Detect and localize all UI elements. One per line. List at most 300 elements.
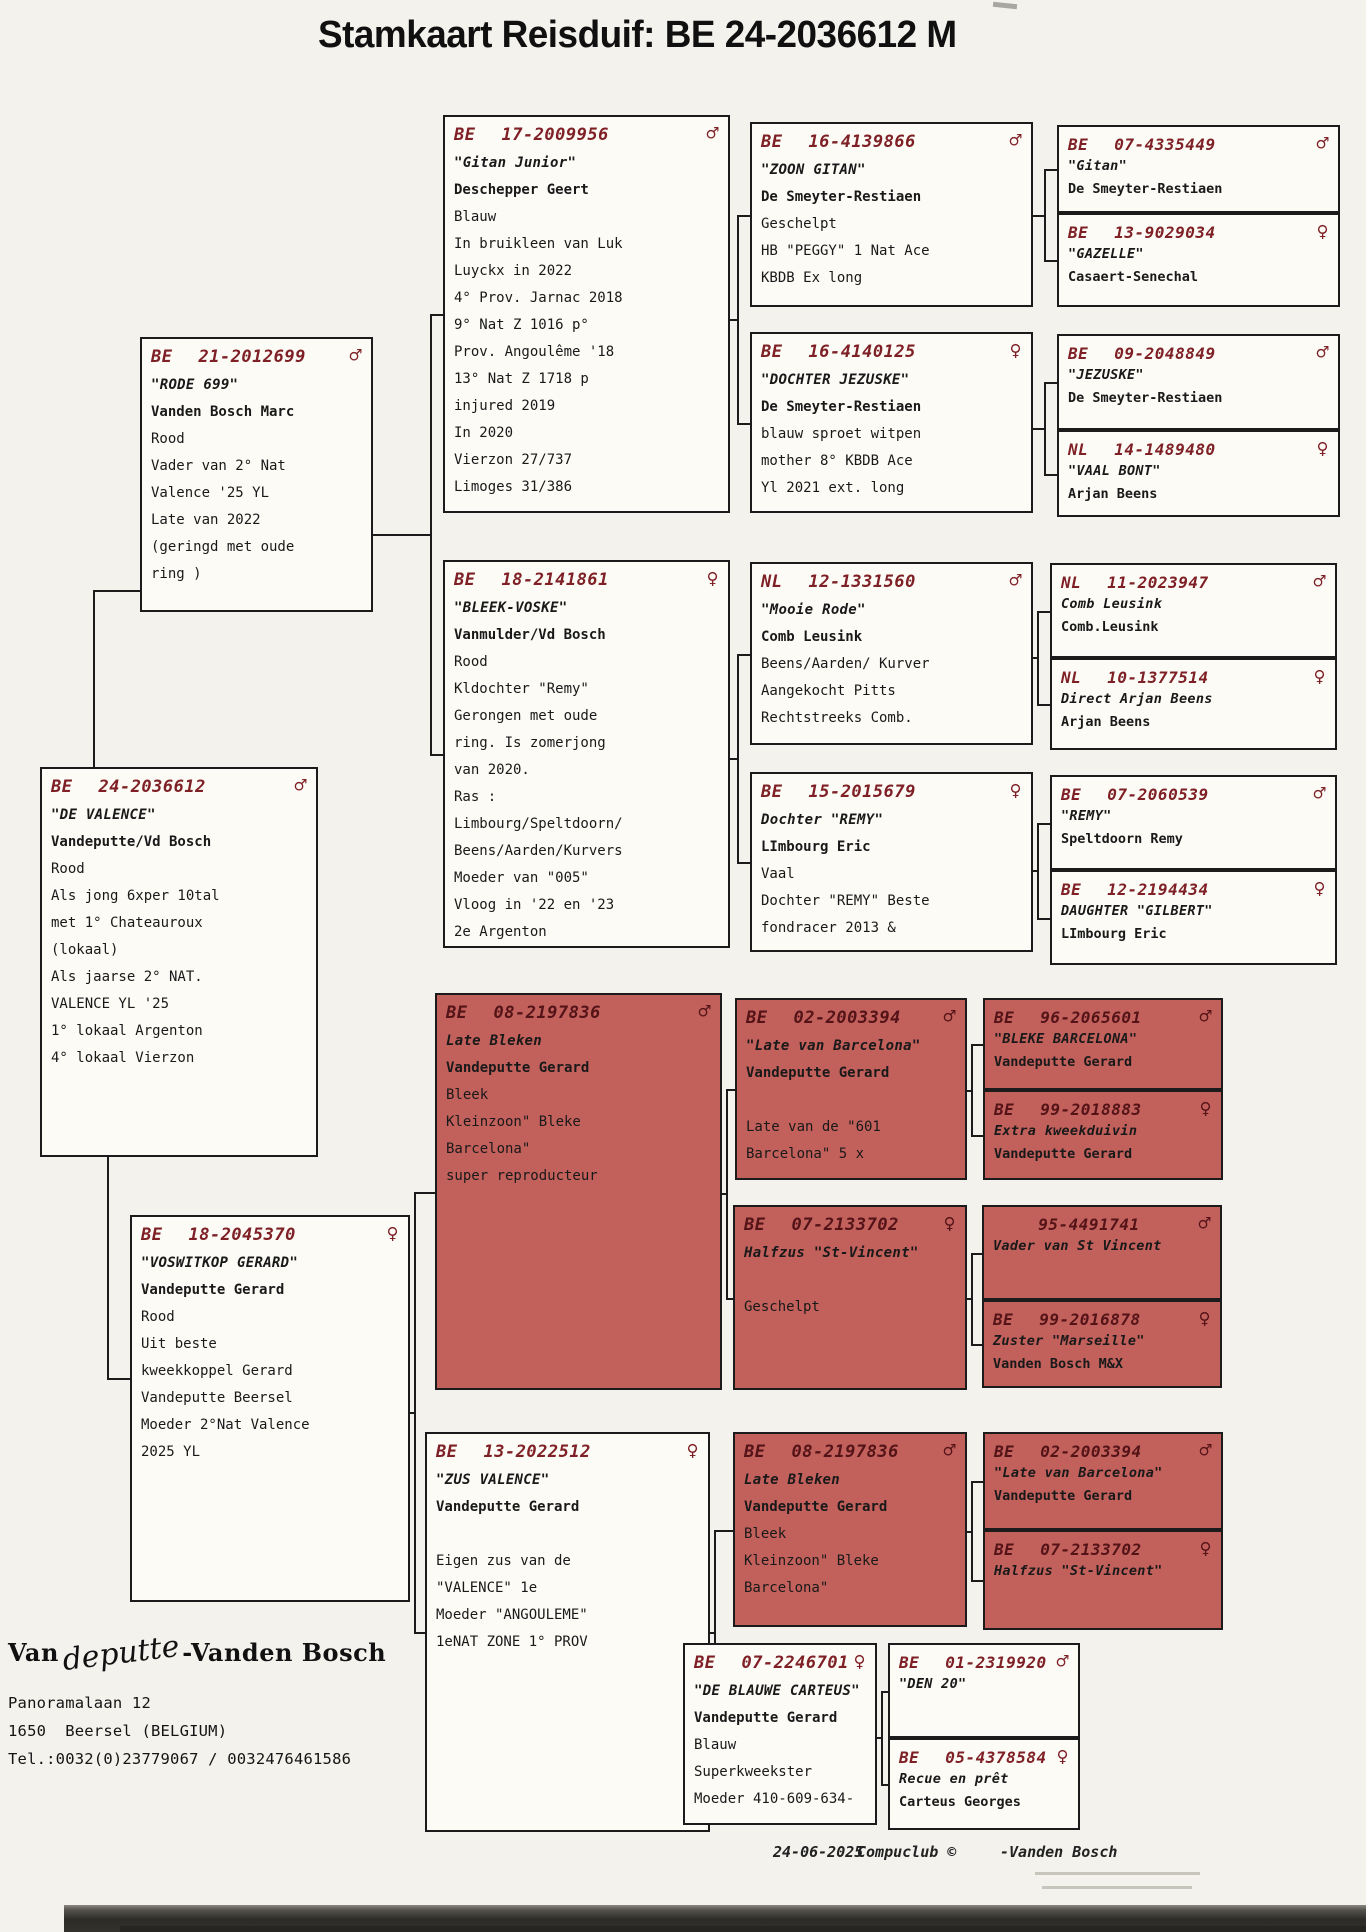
ring-header xyxy=(744,1213,956,1235)
ring-number: 07-4335449 xyxy=(1114,135,1216,154)
ring-header xyxy=(899,1651,1069,1672)
pedigree-box-g3-vaal-bont xyxy=(1057,430,1340,517)
ring-header xyxy=(454,568,719,590)
ring-country-code: NL xyxy=(1061,573,1082,592)
detail-line: "VALENCE" 1e xyxy=(436,1580,538,1596)
pigeon-name-line: Vanmulder/Vd Bosch xyxy=(454,627,606,643)
pigeon-name-line: DAUGHTER "GILBERT" xyxy=(1061,903,1213,919)
female-icon: ♀ xyxy=(386,1221,399,1245)
female-icon: ♀ xyxy=(1316,436,1329,460)
ring-header xyxy=(454,123,719,145)
pedigree-box-ggf-zoon-gitan xyxy=(750,122,1033,307)
pigeon-name-line: "Gitan Junior" xyxy=(454,155,577,171)
female-icon: ♀ xyxy=(1316,219,1329,243)
pigeon-name-line: Vandeputte Gerard xyxy=(744,1499,888,1515)
pedigree-connector-line xyxy=(107,1155,109,1380)
pedigree-connector-line xyxy=(967,1531,973,1533)
pedigree-box-g3-halfzus-st-vincent-2 xyxy=(983,1530,1223,1630)
pigeon-name-line: Late Bleken xyxy=(446,1033,543,1049)
ring-country-code: BE xyxy=(454,125,476,145)
ring-header xyxy=(761,130,1022,152)
male-icon: ♂ xyxy=(1316,131,1329,155)
pedigree-connector-line xyxy=(373,534,432,536)
ring-number: 18-2141861 xyxy=(501,570,609,590)
pigeon-name-line: "Mooie Rode" xyxy=(761,602,866,618)
ring-number: 05-4378584 xyxy=(945,1748,1047,1767)
ring-country-code: NL xyxy=(1068,440,1089,459)
detail-line: Rood xyxy=(151,431,185,447)
ring-country-code: BE xyxy=(51,777,73,797)
pigeon-name-line: Speltdoorn Remy xyxy=(1061,831,1183,847)
pedigree-connector-line xyxy=(93,590,95,771)
pedigree-connector-line xyxy=(1033,870,1039,872)
address-street: Panoramalaan 12 xyxy=(8,1694,151,1712)
pedigree-box-g3-bleke-barcelona xyxy=(983,998,1223,1090)
ring-number: 21-2012699 xyxy=(198,347,306,367)
male-icon: ♂ xyxy=(349,343,362,367)
pedigree-box-g3-daughter-gilbert xyxy=(1050,870,1337,965)
ring-number: 17-2009956 xyxy=(501,125,609,145)
signature-smudge xyxy=(1042,1886,1192,1889)
detail-line: Vandeputte Beersel xyxy=(141,1390,293,1406)
detail-line: Barcelona" xyxy=(446,1141,531,1157)
ring-country-code: BE xyxy=(454,570,476,590)
ring-number: 14-1489480 xyxy=(1114,440,1216,459)
male-icon: ♂ xyxy=(1199,1438,1212,1462)
female-icon: ♀ xyxy=(1198,1306,1211,1330)
pedigree-connector-line xyxy=(714,1530,735,1532)
pedigree-connector-line xyxy=(967,1090,973,1092)
pedigree-connector-line xyxy=(410,1412,416,1414)
detail-line: fondracer 2013 & xyxy=(761,920,896,936)
ring-header xyxy=(1061,783,1326,804)
pigeon-name-line: Comb.Leusink xyxy=(1061,619,1159,635)
pigeon-name-line: Late Bleken xyxy=(744,1472,841,1488)
pigeon-name-line: Vandeputte Gerard xyxy=(141,1282,285,1298)
pedigree-connector-line xyxy=(1033,215,1046,217)
detail-line: 4° Prov. Jarnac 2018 xyxy=(454,290,623,306)
detail-line: Barcelona" 5 x xyxy=(746,1146,865,1162)
pedigree-box-gm-mat-zus-valence xyxy=(425,1432,710,1832)
detail-line: KBDB Ex long xyxy=(761,270,863,286)
detail-line: Moeder "ANGOULEME" xyxy=(436,1607,588,1623)
detail-line: (lokaal) xyxy=(51,942,119,958)
male-icon: ♂ xyxy=(943,1004,956,1028)
ring-number: 02-2003394 xyxy=(793,1008,901,1028)
pedigree-box-g3-zuster-marseille xyxy=(982,1300,1222,1388)
female-icon: ♀ xyxy=(1056,1744,1069,1768)
pigeon-name-line: "BLEEK-VOSKE" xyxy=(454,600,568,616)
detail-line xyxy=(744,1267,956,1294)
pedigree-box-father-rode-699 xyxy=(140,337,373,612)
pigeon-name-line: "BLEKE BARCELONA" xyxy=(994,1031,1138,1047)
pedigree-box-ggf-late-van-barcelona xyxy=(735,998,967,1180)
detail-line: 4° lokaal Vierzon xyxy=(51,1050,195,1066)
ring-header xyxy=(1068,133,1329,154)
pigeon-name-line: Carteus Georges xyxy=(899,1794,1021,1810)
detail-line: injured 2019 xyxy=(454,398,556,414)
pigeon-name-line: De Smeyter-Restiaen xyxy=(1068,181,1223,197)
ring-number: 24-2036612 xyxy=(98,777,206,797)
ring-number: 16-4139866 xyxy=(808,132,916,152)
ring-header xyxy=(51,775,307,797)
pedigree-box-gm-pat-bleek-voske xyxy=(443,560,730,948)
male-icon: ♂ xyxy=(1009,568,1022,592)
detail-line: Valence '25 YL xyxy=(151,485,270,501)
ring-number: 08-2197836 xyxy=(493,1003,601,1023)
ring-header xyxy=(1061,878,1326,899)
ring-header xyxy=(993,1308,1211,1329)
pedigree-connector-line xyxy=(722,1193,728,1195)
ring-header xyxy=(151,345,362,367)
pigeon-name-line: "VOSWITKOP GERARD" xyxy=(141,1255,299,1271)
ring-country-code: BE xyxy=(151,347,173,367)
pedigree-box-ggm-dochter-remy xyxy=(750,772,1033,952)
ring-number: 96-2065601 xyxy=(1040,1008,1142,1027)
owner-name xyxy=(8,1628,387,1679)
male-icon: ♂ xyxy=(1313,569,1326,593)
pedigree-box-g3-recue-en-pret xyxy=(888,1738,1080,1830)
pigeon-name-line: "ZOON GITAN" xyxy=(761,162,866,178)
detail-line: 2e Argenton xyxy=(454,924,547,940)
pigeon-name-line: LImbourg Eric xyxy=(761,839,871,855)
ring-number: 13-9029034 xyxy=(1114,223,1216,242)
pigeon-name-line: Halfzus "St-Vincent" xyxy=(994,1563,1163,1579)
ring-country-code: BE xyxy=(446,1003,468,1023)
ring-country-code: BE xyxy=(744,1215,766,1235)
detail-line: Vloog in '22 en '23 xyxy=(454,897,615,913)
pigeon-name-line: Vandeputte Gerard xyxy=(994,1488,1133,1504)
detail-line: Kleinzoon" Bleke xyxy=(446,1114,581,1130)
detail-line: Bleek xyxy=(446,1087,489,1103)
ring-country-code: BE xyxy=(899,1653,920,1672)
detail-line: Moeder 2°Nat Valence xyxy=(141,1417,310,1433)
detail-line: Blauw xyxy=(454,209,497,225)
pedigree-box-gf-pat-gitan-junior xyxy=(443,115,730,513)
ring-country-code: BE xyxy=(436,1442,458,1462)
pedigree-box-ggm-blauwe-carteus xyxy=(683,1643,877,1825)
pigeon-name-line: "DE BLAUWE CARTEUS" xyxy=(694,1683,860,1699)
detail-line: Geschelpt xyxy=(761,216,837,232)
pedigree-box-ggf-late-bleken-2 xyxy=(733,1432,967,1627)
female-icon: ♀ xyxy=(686,1438,699,1462)
pigeon-name-line: "VAAL BONT" xyxy=(1068,463,1161,479)
ring-number: 01-2319920 xyxy=(945,1653,1047,1672)
pigeon-name-line: Comb Leusink xyxy=(1061,596,1163,612)
ring-header xyxy=(994,1440,1212,1461)
ring-header xyxy=(1068,438,1329,459)
pedigree-connector-line xyxy=(730,319,739,321)
print-date: 24-06-2025 xyxy=(773,1843,864,1861)
pedigree-box-g3-den-20 xyxy=(888,1643,1080,1738)
detail-line: In 2020 xyxy=(454,425,514,441)
detail-line: Vader van 2° Nat xyxy=(151,458,286,474)
pigeon-name-line: De Smeyter-Restiaen xyxy=(1068,390,1223,406)
ring-country-code: BE xyxy=(1068,135,1089,154)
pigeon-name-line: "Late van Barcelona" xyxy=(746,1038,921,1054)
ring-header xyxy=(1061,666,1326,687)
detail-line: Geschelpt xyxy=(744,1299,820,1315)
pigeon-name-line: "REMY" xyxy=(1061,808,1112,824)
ring-country-code: BE xyxy=(994,1442,1015,1461)
ring-header xyxy=(899,1746,1069,1767)
ring-header xyxy=(1068,342,1329,363)
detail-line xyxy=(746,1087,956,1114)
detail-line: Blauw xyxy=(694,1737,737,1753)
pedigree-box-g3-vader-st-vincent xyxy=(982,1205,1222,1300)
detail-line: Beens/Aarden/Kurvers xyxy=(454,843,623,859)
detail-line: super reproducteur xyxy=(446,1168,598,1184)
ring-country-code: BE xyxy=(1061,785,1082,804)
ring-header xyxy=(436,1440,699,1462)
pigeon-name-line: "RODE 699" xyxy=(151,377,239,393)
ring-header xyxy=(141,1223,399,1245)
pigeon-name-line: Vandeputte Gerard xyxy=(994,1146,1133,1162)
detail-line: Kldochter "Remy" xyxy=(454,681,589,697)
detail-line: Beens/Aarden/ Kurver xyxy=(761,656,930,672)
detail-line: Rood xyxy=(454,654,488,670)
pigeon-name-line: Halfzus "St-Vincent" xyxy=(744,1245,919,1261)
printed-signature: -Vanden Bosch xyxy=(1000,1843,1118,1861)
detail-line: Bleek xyxy=(744,1526,787,1542)
male-icon: ♂ xyxy=(706,121,719,145)
detail-line: In bruikleen van Luk xyxy=(454,236,623,252)
detail-line: Als jaarse 2° NAT. xyxy=(51,969,203,985)
detail-line: Moeder 410-609-634- xyxy=(694,1791,855,1807)
detail-line: Yl 2021 ext. long xyxy=(761,480,905,496)
pigeon-name-line: Vandeputte Gerard xyxy=(994,1054,1133,1070)
ring-country-code: BE xyxy=(141,1225,163,1245)
pigeon-name-line: "Gitan" xyxy=(1068,158,1127,174)
pedigree-box-subject-de-valence xyxy=(40,767,318,1157)
pedigree-box-g3-remy xyxy=(1050,775,1337,870)
pigeon-name-line: Vanden Bosch Marc xyxy=(151,404,295,420)
pigeon-name-line: Vandeputte Gerard xyxy=(746,1065,890,1081)
ring-country-code: BE xyxy=(761,782,783,802)
ring-header xyxy=(1068,221,1329,242)
pigeon-name-line: LImbourg Eric xyxy=(1061,926,1167,942)
detail-line: Luyckx in 2022 xyxy=(454,263,573,279)
ring-country-code: BE xyxy=(993,1310,1014,1329)
ring-header xyxy=(994,1538,1212,1559)
male-icon: ♂ xyxy=(1009,128,1022,152)
detail-line: Moeder van "005" xyxy=(454,870,589,886)
pigeon-name-line: Zuster "Marseille" xyxy=(993,1333,1145,1349)
ring-country-code: BE xyxy=(761,132,783,152)
ring-number: 02-2003394 xyxy=(1040,1442,1142,1461)
detail-line: ring. Is zomerjong xyxy=(454,735,606,751)
detail-line: Rechtstreeks Comb. xyxy=(761,710,913,726)
detail-line: Eigen zus van de xyxy=(436,1553,571,1569)
ring-country-code: BE xyxy=(994,1540,1015,1559)
pigeon-name-line: Vader van St Vincent xyxy=(993,1238,1162,1254)
female-icon: ♀ xyxy=(1313,664,1326,688)
ring-number: 18-2045370 xyxy=(188,1225,296,1245)
female-icon: ♀ xyxy=(1009,778,1022,802)
detail-line: (geringd met oude xyxy=(151,539,295,555)
detail-line: HB "PEGGY" 1 Nat Ace xyxy=(761,243,930,259)
ring-number: 95-4491741 xyxy=(1038,1215,1140,1234)
pedigree-connector-line xyxy=(710,1632,716,1634)
pigeon-name-line: "Late van Barcelona" xyxy=(994,1465,1163,1481)
detail-line: Aangekocht Pitts xyxy=(761,683,896,699)
ring-country-code: BE xyxy=(694,1653,716,1673)
detail-line: Gerongen met oude xyxy=(454,708,598,724)
detail-line: Barcelona" xyxy=(744,1580,829,1596)
detail-line xyxy=(436,1521,699,1548)
ring-country-code: BE xyxy=(1061,880,1082,899)
female-icon: ♀ xyxy=(706,566,719,590)
page-title: Stamkaart Reisduif: BE 24-2036612 M xyxy=(318,14,957,56)
pigeon-name-line: Deschepper Geert xyxy=(454,182,589,198)
ring-number: 07-2246701 xyxy=(741,1653,849,1673)
pigeon-name-line: Vandeputte Gerard xyxy=(436,1499,580,1515)
ring-number: 08-2197836 xyxy=(791,1442,899,1462)
detail-line: Uit beste xyxy=(141,1336,217,1352)
pedigree-box-ggm-halfzus-st-vincent xyxy=(733,1205,967,1390)
detail-line: met 1° Chateauroux xyxy=(51,915,203,931)
pedigree-box-g3-gitan xyxy=(1057,125,1340,213)
pigeon-name-line: Comb Leusink xyxy=(761,629,863,645)
male-icon: ♂ xyxy=(1316,340,1329,364)
pedigree-box-g3-leusink-dam xyxy=(1050,658,1337,750)
pedigree-box-mother-voswitkop-gerard xyxy=(130,1215,410,1602)
ring-number: 10-1377514 xyxy=(1107,668,1209,687)
pigeon-name-line: De Smeyter-Restiaen xyxy=(761,189,922,205)
ring-number: 13-2022512 xyxy=(483,1442,591,1462)
detail-line: VALENCE YL '25 xyxy=(51,996,170,1012)
ring-header xyxy=(446,1001,711,1023)
pigeon-name-line: Vandeputte/Vd Bosch xyxy=(51,834,212,850)
detail-line: 1° lokaal Argenton xyxy=(51,1023,203,1039)
detail-line: blauw sproet witpen xyxy=(761,426,922,442)
detail-line: Limoges 31/386 xyxy=(454,479,573,495)
ring-header xyxy=(994,1006,1212,1027)
pedigree-connector-line xyxy=(877,1737,883,1739)
ring-number: 12-1331560 xyxy=(808,572,916,592)
ring-country-code: BE xyxy=(899,1748,920,1767)
pedigree-box-g3-gazelle xyxy=(1057,213,1340,307)
ring-country-code: BE xyxy=(744,1442,766,1462)
detail-line: Late van 2022 xyxy=(151,512,261,528)
pedigree-box-g3-leusink-sire xyxy=(1050,563,1337,658)
ring-header xyxy=(1061,571,1326,592)
pigeon-name-line: "DEN 20" xyxy=(899,1676,967,1692)
female-icon: ♀ xyxy=(1009,338,1022,362)
ring-number: 15-2015679 xyxy=(808,782,916,802)
detail-line: Dochter "REMY" Beste xyxy=(761,893,930,909)
address-phone: Tel.:0032(0)23779067 / 0032476461586 xyxy=(8,1750,352,1768)
owner-name-suffix: -Vanden Bosch xyxy=(182,1638,387,1667)
ring-header xyxy=(994,1098,1212,1119)
pigeon-name-line: Dochter "REMY" xyxy=(761,812,884,828)
ring-number: 07-2133702 xyxy=(1040,1540,1142,1559)
detail-line: 13° Nat Z 1718 p xyxy=(454,371,589,387)
ring-number: 09-2048849 xyxy=(1114,344,1216,363)
ring-header xyxy=(993,1213,1211,1234)
ring-number: 99-2016878 xyxy=(1039,1310,1141,1329)
owner-signature-script: deputte xyxy=(60,1628,182,1679)
ring-header xyxy=(744,1440,956,1462)
male-icon: ♂ xyxy=(698,999,711,1023)
male-icon: ♂ xyxy=(1198,1211,1211,1235)
ring-number: 11-2023947 xyxy=(1107,573,1209,592)
pedigree-box-gf-mat-late-bleken xyxy=(435,993,722,1390)
software-credit: Compuclub © xyxy=(857,1843,957,1861)
ring-country-code: NL xyxy=(1061,668,1082,687)
pedigree-box-g3-extra-kweekduivin xyxy=(983,1090,1223,1180)
ring-country-code: BE xyxy=(1068,344,1089,363)
pigeon-name-line: Vandeputte Gerard xyxy=(694,1710,838,1726)
ring-number: 99-2018883 xyxy=(1040,1100,1142,1119)
detail-line: Vaal xyxy=(761,866,795,882)
pedigree-connector-line xyxy=(1033,428,1046,430)
female-icon: ♀ xyxy=(1313,876,1326,900)
pigeon-name-line: "GAZELLE" xyxy=(1068,246,1144,262)
female-icon: ♀ xyxy=(943,1211,956,1235)
detail-line: kweekkoppel Gerard xyxy=(141,1363,293,1379)
detail-line: 2025 YL xyxy=(141,1444,201,1460)
ring-country-code: BE xyxy=(746,1008,768,1028)
ring-header xyxy=(761,780,1022,802)
detail-line: Rood xyxy=(51,861,85,877)
male-icon: ♂ xyxy=(1199,1004,1212,1028)
male-icon: ♂ xyxy=(1056,1649,1069,1673)
ring-country-code: NL xyxy=(761,572,783,592)
scanner-edge-artifact xyxy=(120,1926,1366,1932)
pedigree-box-ggf-mooie-rode xyxy=(750,562,1033,745)
ring-header xyxy=(761,340,1022,362)
address-city: 1650 Beersel (BELGIUM) xyxy=(8,1722,228,1740)
pigeon-name-line: "JEZUSKE" xyxy=(1068,367,1144,383)
female-icon: ♀ xyxy=(1199,1096,1212,1120)
scan-artifact xyxy=(993,2,1017,9)
pedigree-connector-line xyxy=(730,758,739,760)
pigeon-name-line: "ZUS VALENCE" xyxy=(436,1472,550,1488)
detail-line: mother 8° KBDB Ace xyxy=(761,453,913,469)
pigeon-name-line: Recue en prêt xyxy=(899,1771,1009,1787)
pedigree-connector-line xyxy=(93,590,142,592)
female-icon: ♀ xyxy=(853,1649,866,1673)
pigeon-name-line: Vandeputte Gerard xyxy=(446,1060,590,1076)
ring-country-code: BE xyxy=(761,342,783,362)
pigeon-name-line: "DOCHTER JEZUSKE" xyxy=(761,372,910,388)
pigeon-name-line: "DE VALENCE" xyxy=(51,807,156,823)
ring-country-code: BE xyxy=(994,1008,1015,1027)
ring-number: 07-2060539 xyxy=(1107,785,1209,804)
ring-country-code: BE xyxy=(994,1100,1015,1119)
pedigree-connector-line xyxy=(414,1192,437,1194)
pedigree-box-g3-jezuske xyxy=(1057,334,1340,430)
detail-line: Kleinzoon" Bleke xyxy=(744,1553,879,1569)
male-icon: ♂ xyxy=(1313,781,1326,805)
detail-line: Prov. Angoulême '18 xyxy=(454,344,615,360)
detail-line: 1eNAT ZONE 1° PROV xyxy=(436,1634,588,1650)
pedigree-box-g3-late-van-barcelona-2 xyxy=(983,1432,1223,1530)
pigeon-name-line: Casaert-Senechal xyxy=(1068,269,1199,285)
pigeon-name-line: De Smeyter-Restiaen xyxy=(761,399,922,415)
ring-number: 16-4140125 xyxy=(808,342,916,362)
ring-header xyxy=(761,570,1022,592)
ring-header xyxy=(694,1651,866,1673)
pedigree-box-ggm-dochter-jezuske xyxy=(750,332,1033,513)
detail-line: Superkweekster xyxy=(694,1764,813,1780)
male-icon: ♂ xyxy=(294,773,307,797)
ring-country-code: BE xyxy=(1068,223,1089,242)
detail-line: Late van de "601 xyxy=(746,1119,881,1135)
pigeon-name-line: Extra kweekduivin xyxy=(994,1123,1138,1139)
male-icon: ♂ xyxy=(943,1438,956,1462)
